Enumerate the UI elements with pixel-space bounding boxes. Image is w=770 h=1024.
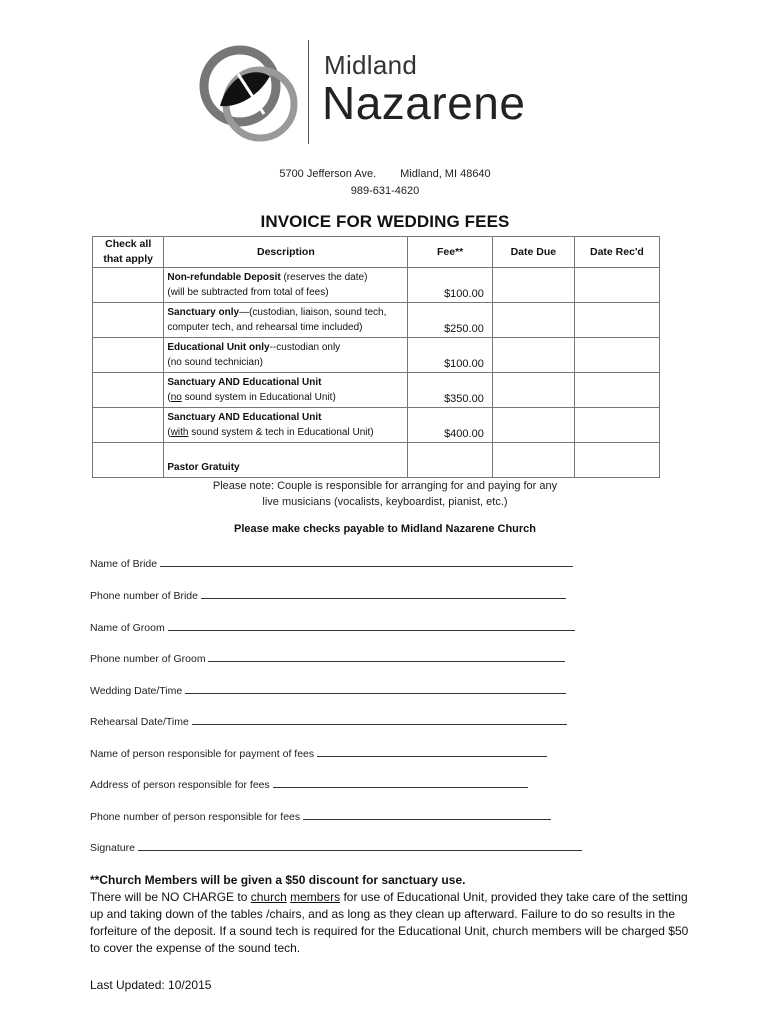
field-rehearsal-datetime (90, 714, 567, 728)
fee-cell: $400.00 (408, 408, 492, 443)
city-state-zip: Midland, MI 48640 (400, 168, 491, 180)
date-recd-cell[interactable] (574, 268, 659, 303)
members-underlined: members (290, 890, 341, 904)
description-cell (164, 338, 408, 373)
discount-text-b: for use of Educational Unit, provided they take care of the setting up and taking down of the tables /chairs, and as long as they clean up afterward. Failure to do so results in the forfeiture of the deposit. If a sound tech is required for the Educational Unit, church members will be charged $50 to cover the expense of the sound tech. (90, 890, 689, 955)
date-recd-cell[interactable] (574, 408, 659, 443)
row-detail-underlined: with (170, 427, 189, 438)
table-row (93, 303, 660, 338)
date-recd-cell[interactable] (574, 443, 659, 478)
description-cell (164, 443, 408, 478)
fee-cell[interactable] (408, 443, 492, 478)
description-cell (164, 268, 408, 303)
row-detail-prefix: ( (167, 427, 171, 438)
field-label: Phone number of Bride (90, 590, 198, 602)
field-label: Name of Groom (90, 622, 165, 634)
date-recd-cell[interactable] (574, 373, 659, 408)
row-detail: (will be subtracted from total of fees) (167, 287, 329, 298)
row-title: Non-refundable Deposit (167, 272, 281, 283)
fee-cell: $100.00 (408, 268, 492, 303)
row-detail-underlined: no (170, 392, 182, 403)
field-bride-name (90, 556, 573, 570)
row-title-suffix: (reserves the date) (280, 272, 368, 283)
discount-text (90, 889, 690, 957)
groom-phone-input-line[interactable] (208, 651, 565, 662)
groom-name-input-line[interactable] (168, 620, 575, 631)
field-payer-phone (90, 809, 551, 823)
description-cell (164, 373, 408, 408)
field-label: Signature (90, 842, 135, 854)
wedding-datetime-input-line[interactable] (185, 683, 566, 694)
payer-address-input-line[interactable] (273, 777, 528, 788)
musician-note (0, 478, 770, 510)
field-label: Phone number of Groom (90, 653, 206, 665)
row-title: Educational Unit only (167, 342, 270, 353)
date-due-cell[interactable] (492, 303, 574, 338)
check-cell[interactable] (93, 338, 164, 373)
row-detail-rest: sound system & tech in Educational Unit) (188, 427, 374, 438)
fees-table (92, 236, 660, 478)
table-header-row (93, 237, 660, 268)
date-recd-cell[interactable] (574, 303, 659, 338)
row-detail (167, 425, 404, 440)
discount-headline: **Church Members will be given a $50 discount for sanctuary use. (90, 873, 466, 887)
page-title: INVOICE FOR WEDDING FEES (260, 212, 510, 231)
street-address: 5700 Jefferson Ave. (279, 168, 377, 180)
date-due-cell[interactable] (492, 408, 574, 443)
bride-phone-input-line[interactable] (201, 588, 566, 599)
payer-phone-input-line[interactable] (303, 809, 551, 820)
fee-cell: $250.00 (408, 303, 492, 338)
field-payer-name (90, 746, 547, 760)
date-due-cell[interactable] (492, 268, 574, 303)
date-recd-cell[interactable] (574, 338, 659, 373)
field-payer-address (90, 777, 528, 791)
church-logo (198, 36, 558, 148)
field-bride-phone (90, 588, 566, 602)
note-line-1: Please note: Couple is responsible for arranging for and paying for any (212, 480, 558, 492)
member-discount-section (90, 872, 690, 957)
signature-input-line[interactable] (138, 840, 582, 851)
discount-text-a: There will be NO CHARGE to (90, 890, 251, 904)
table-row (93, 338, 660, 373)
field-label: Address of person responsible for fees (90, 779, 270, 791)
check-cell[interactable] (93, 303, 164, 338)
address-line (0, 168, 770, 180)
row-title: Sanctuary AND Educational Unit (167, 377, 322, 388)
row-detail-rest: sound system in Educational Unit) (181, 392, 336, 403)
check-cell[interactable] (93, 268, 164, 303)
field-label: Phone number of person responsible for fees (90, 811, 301, 823)
logo-divider (308, 40, 309, 144)
table-row (93, 408, 660, 443)
check-cell[interactable] (93, 408, 164, 443)
header-date-recd: Date Rec'd (574, 237, 659, 268)
row-title: Pastor Gratuity (167, 462, 240, 473)
table-row (93, 443, 660, 478)
row-title-suffix: --custodian only (269, 342, 341, 353)
row-detail: (no sound technician) (167, 357, 263, 368)
row-title: Sanctuary AND Educational Unit (167, 412, 322, 423)
note-line-2: live musicians (vocalists, keyboardist, pianist, etc.) (262, 496, 508, 508)
row-detail: computer tech, and rehearsal time included) (167, 322, 363, 333)
field-wedding-datetime (90, 683, 566, 697)
payer-name-input-line[interactable] (317, 746, 547, 757)
header-description: Description (164, 237, 408, 268)
header-fee: Fee** (408, 237, 492, 268)
date-due-cell[interactable] (492, 373, 574, 408)
table-row (93, 373, 660, 408)
table-row (93, 268, 660, 303)
field-label: Name of person responsible for payment of fees (90, 748, 315, 760)
header-check-line1: Check all (105, 238, 152, 250)
bride-name-input-line[interactable] (160, 556, 573, 567)
field-groom-phone (90, 651, 565, 665)
logo-word-nazarene: Nazarene (322, 77, 526, 129)
fee-cell: $100.00 (408, 338, 492, 373)
field-groom-name (90, 620, 575, 634)
rehearsal-datetime-input-line[interactable] (192, 714, 567, 725)
payable-note: Please make checks payable to Midland Nazarene Church (233, 523, 536, 535)
last-updated: Last Updated: 10/2015 (90, 978, 212, 992)
field-label: Name of Bride (90, 558, 158, 570)
description-cell (164, 408, 408, 443)
check-cell[interactable] (93, 443, 164, 478)
date-due-cell[interactable] (492, 338, 574, 373)
row-title: Sanctuary only (167, 307, 240, 318)
row-title-suffix: —(custodian, liaison, sound tech, (239, 307, 387, 318)
header-check-line2: that apply (103, 253, 153, 265)
header-check-all (93, 237, 164, 268)
field-label: Rehearsal Date/Time (90, 716, 189, 728)
fee-cell: $350.00 (408, 373, 492, 408)
church-underlined: church (250, 890, 287, 904)
description-cell (164, 303, 408, 338)
field-label: Wedding Date/Time (90, 685, 183, 697)
check-cell[interactable] (93, 373, 164, 408)
rings-logo-icon (198, 36, 308, 148)
row-detail (167, 390, 404, 405)
date-due-cell[interactable] (492, 443, 574, 478)
phone-number: 989-631-4620 (350, 185, 420, 197)
logo-word-midland: Midland (324, 50, 418, 80)
header-date-due: Date Due (492, 237, 574, 268)
row-detail-prefix: ( (167, 392, 171, 403)
field-signature (90, 840, 582, 854)
